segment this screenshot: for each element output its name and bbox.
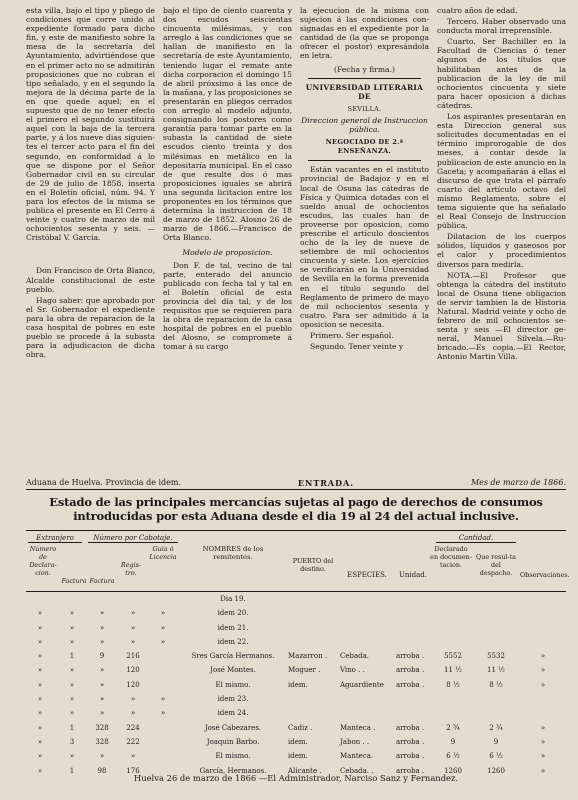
cell-d: 222 — [126, 737, 140, 746]
cell-b: » — [69, 623, 75, 632]
header-num-decl: Número de Declara-cion. — [29, 545, 57, 577]
cell-e: » — [160, 623, 166, 632]
cell-dec: 9 — [450, 737, 456, 746]
cell-c: » — [99, 637, 105, 646]
cell-a: » — [37, 666, 43, 675]
entry-label: ENTRADA. — [297, 478, 355, 488]
cell-uni: arroba . — [396, 680, 425, 689]
cell-dec: 8 ½ — [446, 680, 460, 689]
cell-c: 328 — [95, 737, 109, 746]
cell-uni: arroba . — [396, 652, 425, 661]
table-row — [26, 663, 566, 677]
header-registro: Regis-tro. — [120, 561, 142, 577]
cell-c: » — [99, 709, 105, 718]
cell-obs: » — [540, 666, 546, 675]
cell-esp: Cebada. — [340, 652, 370, 661]
header-nombres: NOMBRES de los remitentes. — [202, 545, 264, 561]
column-3 — [300, 6, 429, 468]
header-declarado: Declarado en documen-tacion. — [430, 545, 472, 569]
cell-port: idem. — [288, 737, 308, 746]
cell-name: El mismo. — [215, 752, 251, 761]
subasta-text: esta villa, bajo el tipo y pliego de condiciones que corre unido al expediente formado para dicho fin, y este de manifiesto sobre la mesa de la secretaría del Ayuntamiento, advirtiéndose que en el primer acto no se admitirán proposiciones que no cubran el tipo señalado, y en el segundo la mejora de la décima parte de la en que quede aquel; en el supuesto que de no tener efecto el primero el segundo sustituirá aquel con la baja de la tercera parte, y á los nueve dias siguientes el tercer acto para el fin del segundo, en conformidad á lo que se dispone por el Señor Gobernador civil en su circular de 29 de julio de 1858, inserta en el Boletín oficial, núm. 94. Y para los efectos de la misma se publica el presente en El Cerro á veinte y cuatro de marzo de mil ochocientos sesenta y seis. —Cristóbal V. García. — [26, 6, 155, 243]
cell-c: 98 — [97, 766, 107, 775]
requirement-1: Primero. Ser español. — [310, 331, 394, 340]
cell-a: » — [37, 766, 43, 775]
table-row — [26, 735, 566, 749]
cell-c: » — [99, 666, 105, 675]
cell-res: 8 ½ — [489, 680, 503, 689]
cell-port: Mazarron . — [288, 652, 328, 661]
cell-obs: » — [540, 680, 546, 689]
hago-saber-text: Hago saber: que aprobado por el Sr. Gobernador el expediente para la obra de reparacion de la casa hospital de pobres en este pueblo se procede á la subasta para la adjudicacion de dicha obra, — [26, 295, 155, 360]
header-factura-2: Factura — [89, 577, 115, 585]
cell-port: idem. — [288, 680, 308, 689]
cell-esp: Jabon . . — [340, 737, 370, 746]
cell-res: 1260 — [487, 766, 505, 775]
cell-name: El mismo. — [215, 680, 251, 689]
cell-obs: » — [540, 766, 546, 775]
cell-a: » — [37, 680, 43, 689]
header-unidad: Unidad. — [398, 571, 427, 579]
cell-port: Cadiz . — [288, 723, 313, 732]
cell-name: Dia 19. — [220, 595, 246, 603]
cell-a: » — [37, 609, 43, 618]
divider — [308, 78, 421, 79]
cell-b: » — [69, 609, 75, 618]
direccion-title: Direccion general de Instruccion pública. — [301, 115, 428, 135]
cell-e: » — [160, 609, 166, 618]
cell-b: » — [69, 680, 75, 689]
cell-d: 176 — [126, 766, 140, 775]
cell-a: » — [37, 623, 43, 632]
subasta-continuation: bajo el tipo de ciento cuarenta y dos escudos seiscientas cincuenta milésimas, y con arreglo á las condiciones que se hallan de manifiesto en la secretaría de este Ayuntamiento, teniendo lugar el remate ante dicha corporacion el domingo 15 de abril próxsimo á las once de la mañana, y las proposiciones se presentarán en pliegos cerrados con arreglo al modelo adjunto, consignando los postores como garantía para tomar parte en la subasta la cantidad de siete escudos ciento treinta y dos milésimas en metálico en la depositaría municipal. En el caso de que resulte dos ó mas proposiciones iguales se abrirá una segunda licitacion entre los proponentes en los términos que determina la instruccion de 18 de marzo de 1852. Alosno 26 de marzo de 1866.—Francisco de Orta Blanco. — [163, 6, 292, 243]
cell-a: » — [37, 723, 43, 732]
table-row — [26, 721, 566, 735]
cell-c: » — [99, 623, 105, 632]
cell-res: 5532 — [487, 652, 505, 661]
cell-d: » — [130, 609, 136, 618]
cell-dec: 5552 — [444, 652, 462, 661]
cell-c: » — [99, 680, 105, 689]
cell-port: Alicante . — [288, 766, 322, 775]
cell-name: idem 21. — [217, 623, 249, 632]
cell-a: » — [37, 652, 43, 661]
cell-a: » — [37, 695, 43, 704]
cell-dec: 11 ½ — [444, 666, 462, 675]
cell-d: 224 — [126, 723, 140, 732]
negociado-title: NEGOCIADO DE 2.ª ENSEÑANZA. — [325, 138, 404, 156]
goods-table — [26, 530, 570, 778]
cell-b: » — [69, 752, 75, 761]
cell-c: » — [99, 752, 105, 761]
cell-b: 3 — [69, 737, 75, 746]
cell-obs: » — [540, 737, 546, 746]
cell-name: José Montes. — [210, 666, 256, 675]
cell-port: idem. — [288, 752, 308, 761]
university-city: SEVILLA. — [347, 104, 382, 113]
table-footer: Huelva 26 de marzo de 1866 —El Administrador, Narciso Sanz y Fernandez. — [133, 773, 459, 783]
cell-obs: » — [540, 652, 546, 661]
table-body — [26, 592, 566, 778]
cell-name: idem 22. — [217, 637, 249, 646]
vacantes-text: Están vacantes en el instituto provincial de Badajoz y en el local de Osuna las cátedras de Física y Química dotadas con el sueldo anual de ochocientos escudos, las cuales han de proveerse por oposicion, como prescribe el artículo doscientos ocho de la ley de nueve de setiembre de mil ochocientos cincuenta y siete. Los ejercicios se verificarán en la Universidad de Sevilla en la forma prevenida en el título segundo del Reglamento de primero de mayo de mil ochocientos sesenta y cuatro. Para ser admitido á la oposicion se necesita. — [300, 165, 429, 329]
customs-header — [26, 478, 566, 490]
cell-b: » — [69, 695, 75, 704]
customs-office: Aduana de Huelva. Provincia de idem. — [26, 478, 182, 487]
cell-dec: 6 ½ — [446, 752, 460, 761]
cell-b: » — [69, 666, 75, 675]
model-continuation: la ejecucion de la misma con sujecion á las condiciones consignadas en el expediente por la cantidad de (la que se proponga ofrecer el postor) expresándola en letra. — [300, 6, 429, 61]
table-row — [26, 692, 566, 706]
cell-d: 120 — [126, 666, 140, 675]
cell-dec: 2 ¾ — [446, 723, 460, 732]
cell-uni: arroba . — [396, 723, 425, 732]
table-row — [26, 621, 566, 635]
cell-esp: Manteca. — [340, 752, 374, 761]
cell-d: 216 — [126, 652, 140, 661]
cell-obs: » — [540, 723, 546, 732]
theme-text: Dilatacion de los cuerpos sólidos, líquidos y gaseosos por el calor y procedimientos diversos para medirla. — [437, 232, 566, 269]
requirement-2: Segundo. Tener veinte y — [310, 342, 404, 352]
cell-b: 1 — [69, 652, 75, 661]
cell-d: » — [130, 623, 136, 632]
cell-c: 9 — [99, 652, 105, 661]
cell-uni: arroba . — [396, 666, 425, 675]
header-puerto: PUERTO del destino. — [292, 557, 334, 573]
cell-e: » — [160, 637, 166, 646]
cell-b: » — [69, 709, 75, 718]
nota-text: NOTA.—El Profesor que obtenga la cátedra del instituto local de Osuna tiene obligacion de servir tambien la de Historia Natural. Madrid veinte y ocho de febrero de mil ochocientos sesenta y seis —El director general, Manuel Silvela.—Rubricado.—Es copia.—El Rector, Antonio Martin Villa. — [437, 270, 566, 362]
month-label: Mes de marzo de 1866. — [470, 478, 566, 487]
cell-obs: » — [540, 752, 546, 761]
cell-b: 1 — [69, 766, 75, 775]
cell-c: » — [99, 695, 105, 704]
cell-d: » — [130, 752, 136, 761]
cell-esp: Aguardiente — [340, 680, 384, 689]
cell-name: García, Hermanos. — [199, 766, 267, 775]
cell-res: 2 ¾ — [489, 723, 503, 732]
header-factura: Factura — [61, 577, 87, 585]
cell-b: » — [69, 637, 75, 646]
header-extranjero: Extranjero — [28, 534, 82, 543]
header-resulta: Que resul-ta del despacho. — [476, 553, 516, 577]
university-title: UNIVERSIDAD LITERARIA DE — [305, 82, 424, 101]
requirement-2-continuation: cuatro años de edad. — [437, 6, 518, 15]
table-row — [26, 606, 566, 620]
cell-uni: arroba . — [396, 752, 425, 761]
cell-e: » — [160, 695, 166, 704]
cell-res: 9 — [493, 737, 499, 746]
table-row — [26, 635, 566, 649]
column-4 — [437, 6, 566, 468]
cell-c: » — [99, 609, 105, 618]
cell-name: Joaquin Barbo. — [206, 737, 260, 746]
cell-e: » — [160, 709, 166, 718]
requirement-3: Tercero. Haber observado una conducta moral irreprensible. — [437, 17, 566, 36]
table-row — [26, 706, 566, 720]
cell-esp: Vino . . — [340, 666, 365, 675]
table-row — [26, 678, 566, 692]
cell-res: 11 ½ — [487, 666, 505, 675]
aspirantes-text: Los aspirantes presentarán en esta Direccion general sus solicitudes documentadas en el término improrogable de dos meses, á contar desde la publicacion de este anuncio en la Gaceta; y acompañarán á ellas el discurso de que trata el párrafo cuarto del artículo octavo del mismo Reglamento, sobre el tema siguiente que ha señalado el Real Consejo de Instruccion pública. — [437, 112, 566, 231]
cell-a: » — [37, 737, 43, 746]
table-row — [26, 749, 566, 763]
cell-name: José Cabezares. — [204, 723, 262, 732]
cell-dec: 1260 — [444, 766, 462, 775]
table-title: Estado de las principales mercancías sujetas al pago de derechos de consumos introducidas por esta Aduana desde el dia 19 al 24 del actual inclusive. — [49, 495, 543, 523]
header-guia: Guia ó Licencia — [149, 545, 177, 561]
date-sign: (Fecha y firma.) — [334, 64, 395, 74]
table-row — [26, 592, 566, 606]
table-header — [26, 530, 570, 592]
header-cabotaje: Número por Cabotaje. — [88, 534, 178, 543]
cell-name: idem 23. — [217, 695, 249, 704]
cell-d: » — [130, 637, 136, 646]
header-especies: ESPECIES. — [347, 571, 387, 579]
requirement-4: Cuarto. Ser Bachiller en la Facultad de Ciencias ó tener algunos de los títulos que habilitaban antes de la publicacion de la ley de mil ochocientos cincuenta y siete para hacer oposicion á dichas cátedras. — [437, 37, 566, 110]
header-observaciones: Observaciones. — [520, 571, 570, 579]
text-columns — [26, 6, 566, 468]
cell-name: idem 24. — [217, 709, 249, 718]
model-text: Don F. de tal, vecino de tal parte, enterado del anuncio publicado con fecha tal y tal en el Boletín oficial de esta provincia del dia tal, y de los requisitos que se requieren para la obra de reparacion de la casa hospital de pobres en el pueblo del Alosno, se compromete á tomar á su cargo — [163, 260, 292, 352]
cell-res: 6 ½ — [489, 752, 503, 761]
cell-a: » — [37, 637, 43, 646]
column-1 — [26, 6, 155, 468]
cell-d: » — [130, 709, 136, 718]
cell-a: » — [37, 752, 43, 761]
column-2 — [163, 6, 292, 468]
cell-name: Sres García Hermanos. — [191, 652, 275, 661]
divider — [308, 160, 421, 161]
cell-b: 1 — [69, 723, 75, 732]
cell-d: » — [130, 695, 136, 704]
cell-c: 328 — [95, 723, 109, 732]
cell-uni: arroba . — [396, 766, 425, 775]
cell-port: Moguer . — [288, 666, 321, 675]
cell-a: » — [37, 709, 43, 718]
cell-esp: Manteca . — [340, 723, 376, 732]
cell-uni: arroba . — [396, 737, 425, 746]
table-row — [26, 649, 566, 663]
cell-name: idem 20. — [217, 609, 249, 618]
cell-d: 120 — [126, 680, 140, 689]
header-cantidad: Cantidad. — [436, 534, 516, 543]
model-heading: Modelo de proposicion. — [182, 248, 273, 258]
alcalde-heading: Don Francisco de Orta Blanco, Alcalde constitucional de este pueblo. — [26, 266, 155, 294]
cell-esp: Cebada. . — [340, 766, 374, 775]
